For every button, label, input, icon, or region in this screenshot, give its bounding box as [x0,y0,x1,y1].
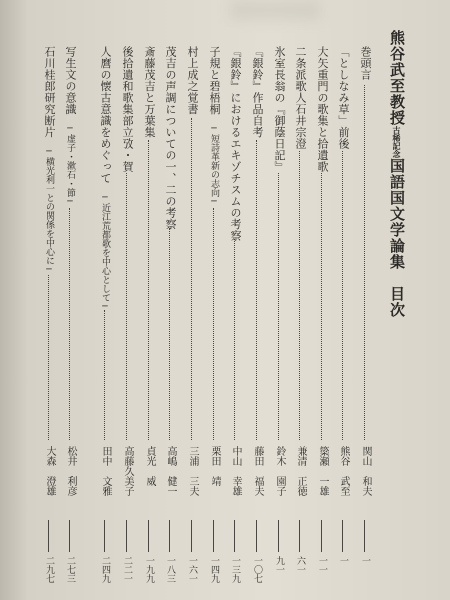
toc-entry-title-text: 村上成之覚書 [186,46,199,115]
toc-entry-author: 中山 幸雄 [230,446,241,496]
toc-entry-title [293,46,307,150]
toc-entry-page: 一三九 [230,556,240,583]
toc-entry-author: 栗田 靖 [209,446,220,486]
toc-entry-title-text: 石川桂郎研究断片 [43,46,56,138]
toc-entry-author: 三浦 三夫 [187,446,198,496]
toc-entry [63,46,77,586]
toc-entry [272,46,286,586]
toc-entry-title [336,46,350,150]
toc-page-leader [256,520,257,552]
toc-entry-title-text: 大矢重門の歌集と拾遺歌 [316,46,329,173]
toc-leader [126,173,129,440]
page-smudge [230,0,320,20]
toc-entry-title-text: 二条派歌人石井宗澄 [294,46,307,150]
toc-entry-page: 一 [360,556,370,565]
toc-entry-page: 一〇七 [252,556,262,583]
title-prefix: 熊谷武至教授 [388,30,406,126]
toc-entry-title-text: 写生文の意識 [64,46,77,115]
toc-entry-title [185,46,199,115]
toc-page-leader [213,520,214,552]
toc-entry-page: 二九七 [44,556,54,583]
toc-entry-author: 田中 文雅 [100,446,111,496]
toc-entry-author: 簗瀬 一雄 [317,446,328,496]
toc-entry-author: 松井 利彦 [65,446,76,496]
toc-entry-author: 高嶋 健一 [165,446,176,496]
toc-entry-title-text: 子規と碧梧桐 [208,46,221,115]
toc-entry-title-text: 『銀鈴』におけるエキゾチスムの考察 [229,46,242,242]
toc-page-leader [191,520,192,552]
title-main: 国語国文学論集 [388,158,406,270]
toc-entry-subtitle: ─虚子・漱石・節─ [65,115,75,207]
toc-entry [185,46,199,586]
toc-entry-author: 藤田 福夫 [252,446,263,496]
toc-entry-author: 鈴木 園子 [274,446,285,496]
toc-entry-subtitle: ─横光利一との関係を中心に─ [44,138,54,275]
toc-entry-page: 一 [338,556,348,565]
toc-entry-page: 九一 [274,556,284,574]
toc-page-leader [364,520,365,552]
toc-leader [321,173,324,440]
toc-leader [364,85,367,440]
toc-leader [278,173,281,440]
toc-entry-author: 熊谷 武至 [338,446,349,496]
toc-entry [120,46,134,586]
toc-entry-title [358,46,372,81]
toc-entry [42,46,56,586]
toc-entry-title-text: 斎藤茂吉と万葉集 [143,46,156,138]
toc-page-leader [126,520,127,552]
title-kinen: 古稀記念 [392,126,402,158]
toc-leader [256,140,259,440]
toc-page-leader [278,520,279,552]
toc-leader [48,275,51,440]
toc-page-leader [169,520,170,552]
toc-entry-page: 一一 [317,556,327,574]
toc-entry-title [63,46,77,207]
toc-entry-page: 二七三 [65,556,75,583]
toc-entry [228,46,242,586]
toc-page-leader [234,520,235,552]
toc-leader [191,118,194,440]
toc-entry-author: 大森 澄雄 [44,446,55,496]
toc-entry-title [120,46,134,173]
toc-leader [148,140,151,440]
toc-entry-title [42,46,56,275]
toc-entry-author: 貞光 威 [144,446,155,486]
contents-label: 目次 [388,286,406,318]
toc-entry-title [250,46,264,138]
toc-entry-author: 関山 和夫 [360,446,371,496]
toc-leader [213,208,216,440]
toc-page-leader [299,520,300,552]
toc-entry-title-text: 氷室長翁の『御蔭日記』 [273,46,286,173]
toc-entry-title [228,46,242,242]
toc-entry-title [272,46,286,173]
toc-leader [169,228,172,440]
toc-entry [207,46,221,586]
toc-leader [104,310,107,440]
toc-entry-author: 高藤久美子 [122,446,133,496]
toc-entry [250,46,264,586]
toc-entry-subtitle: ─短詩革新の志向─ [209,115,219,207]
toc-entry-title-text: 『銀鈴』作品自考 [251,46,264,138]
toc-entry-title [207,46,221,207]
toc-entry-title [142,46,156,138]
toc-entry [98,46,112,586]
toc-page-leader [148,520,149,552]
toc-entry-author: 兼清 正徳 [295,446,306,496]
toc-entry-title-text: 後拾遺和歌集部立攷・賀 [121,46,134,173]
toc-leader [342,151,345,440]
toc-entry-page: 二四九 [100,556,110,583]
toc-page-leader [69,520,70,552]
toc-page-leader [48,520,49,552]
toc-entry-page: 一九九 [144,556,154,583]
toc-leader [299,151,302,440]
toc-entry [163,46,177,586]
toc-entry-page: 一八三 [165,556,175,583]
toc-entry-page: 六一 [295,556,305,574]
toc-leader [69,208,72,440]
book-title [389,30,404,318]
toc-entry-subtitle: ─近江荒都歌を中心として─ [100,184,110,312]
toc-entry-page: 二二一 [122,556,132,583]
toc-entry-page: 一六一 [187,556,197,583]
toc-entry-title [315,46,329,173]
toc-entry [293,46,307,586]
toc-entry-page: 一四九 [209,556,219,583]
toc-page-leader [321,520,322,552]
toc-entry [315,46,329,586]
toc-entry [142,46,156,586]
toc-page-leader [342,520,343,552]
toc-page-leader [104,520,105,552]
toc-leader [234,239,237,440]
toc-entry-title-text: 「としなみ草」前後 [337,46,350,150]
toc-entry-title-text: 茂吉の声調についての一、二の考察 [164,46,177,230]
toc-entry-title [98,46,112,312]
toc-entry-title-text: 人麿の懐古意識をめぐって [99,46,112,184]
toc-entry-title-text: 巻頭言 [359,46,372,81]
toc-entry [358,46,372,586]
toc-entry-title [163,46,177,230]
toc-entry [336,46,350,586]
